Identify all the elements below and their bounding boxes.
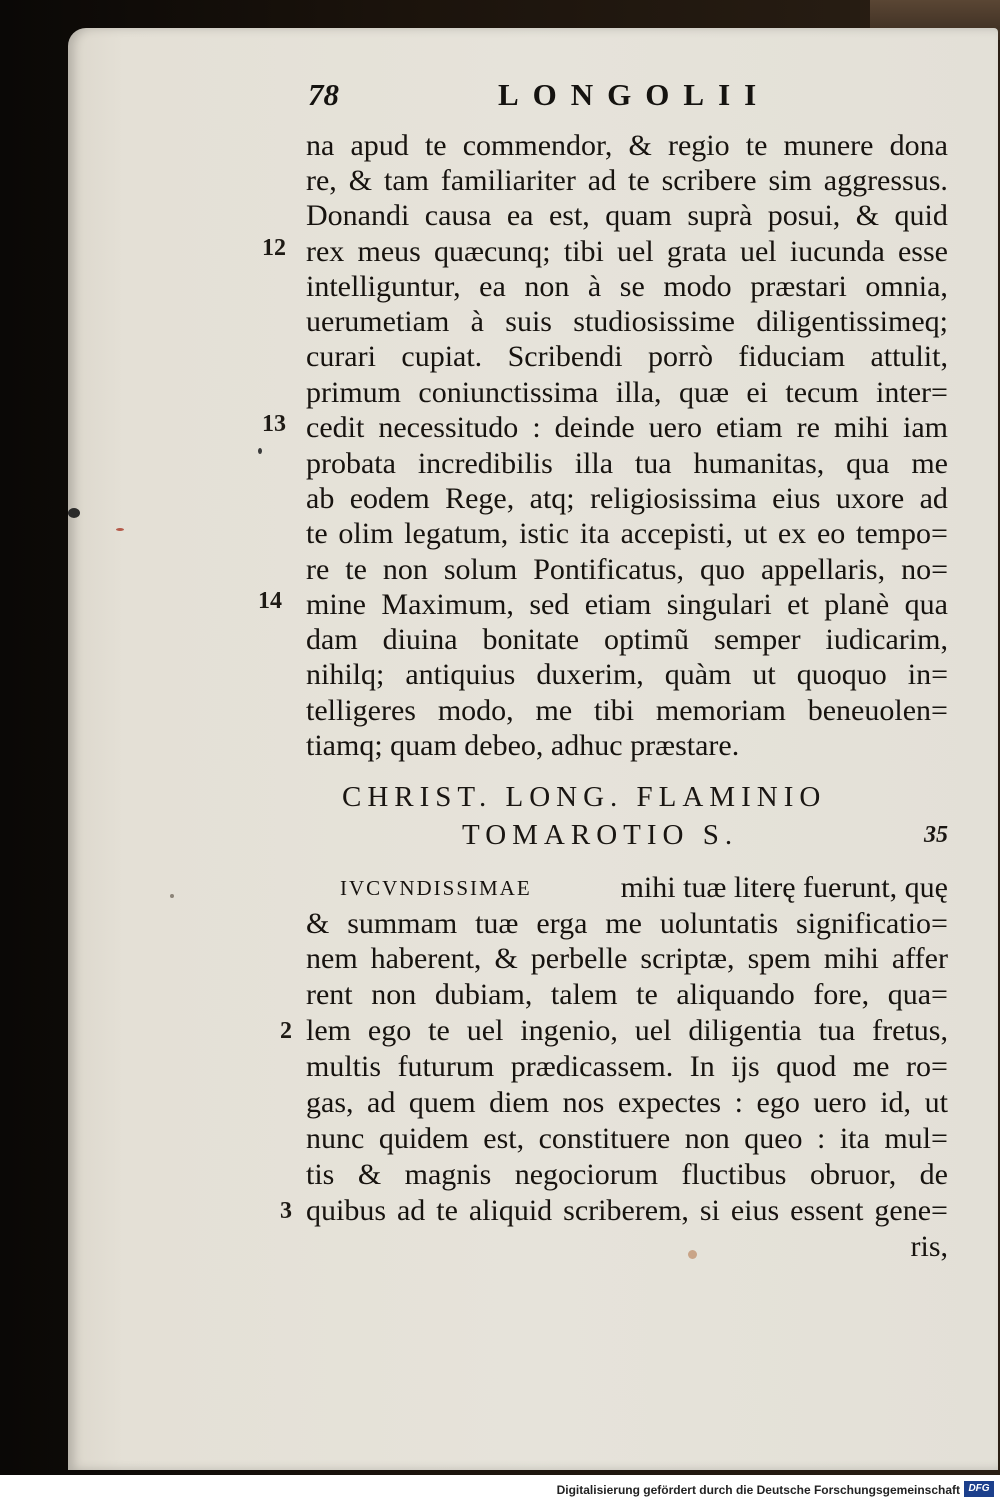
word: nunc [306,1122,365,1155]
word: aliquid [468,1194,553,1227]
margin-number: 2 [280,1018,292,1044]
opening-word: IVCVNDISSIMAE [340,876,532,900]
word: queo [744,1122,803,1155]
word: munere [783,129,874,162]
word: eius [730,1194,780,1227]
word: aliquando [676,978,795,1011]
word: planè [824,588,890,621]
word: attulit, [870,340,948,373]
word: diuina [382,623,458,656]
word: re [306,553,330,586]
word: negociorum [514,1158,659,1191]
word: semper [713,623,801,656]
word: curari [306,340,376,373]
word: uero [813,1086,867,1119]
ink-mark [116,528,124,531]
word: te [424,129,447,162]
word: ingenio, [520,1014,618,1047]
word: inter= [876,376,948,409]
word: causa [424,199,492,232]
letter-heading-line1: CHRIST. LONG. FLAMINIO [342,781,827,813]
letter-number: 35 [924,822,948,848]
word: nem [306,942,358,975]
word: te [636,978,658,1011]
word: & [306,907,330,940]
word: illa, [615,376,662,409]
word: suis [505,305,552,338]
word: incredibilis [417,447,553,480]
word: quæ [678,376,729,409]
word: porrò [648,340,713,373]
word: uerumetiam [306,305,450,338]
word: re, [306,164,337,197]
word: ad [587,164,617,197]
word: : [734,1086,743,1119]
word: tempo= [856,517,948,550]
footer-bar [0,1475,1000,1505]
word: memoriam [655,694,786,727]
header-title: LONGOLII [498,77,771,112]
word: iam [903,411,948,444]
word: meus [357,235,421,268]
word: scribere [661,164,757,197]
word: ijs [731,1050,760,1083]
word: ad [919,482,948,515]
word: scriberem, [563,1194,689,1227]
word: est, [483,1122,525,1155]
word: duxerim, [536,658,644,691]
text-line: tiamq; quam debeo, adhuc præstare. [306,729,740,762]
text-line [306,552,948,588]
word: cupiat. [401,340,483,373]
word: re [796,411,820,444]
word: me [535,694,573,727]
word: multis [306,1050,382,1083]
word: à [470,305,484,338]
text-line [306,587,948,623]
word: nos [562,1086,605,1119]
word: te [345,553,367,586]
word: necessitudo [378,411,519,444]
word: quid [894,199,948,232]
word: à [587,270,602,303]
word: eo [816,517,846,550]
dfg-logo: DFG [964,1481,994,1497]
word: familiariter [440,164,576,197]
word: quoquo [796,658,887,691]
word: telligeres [306,694,416,727]
word: regio [667,129,730,162]
word: tecum [785,376,859,409]
word: ea [506,199,534,232]
word: est, [548,199,590,232]
word: probata [306,447,396,480]
word: rent [306,978,353,1011]
word: ea [479,270,506,303]
word: Rege, [445,482,515,515]
word: gene= [874,1194,948,1227]
word: tua [818,1014,856,1047]
word: In [689,1050,715,1083]
word: aggressus. [823,164,948,197]
word: accepisti, [620,517,734,550]
word: tuæ [475,907,519,940]
word: & [494,942,518,975]
word: esse [897,235,948,268]
margin-number: 14 [258,588,282,614]
word: uel [617,235,654,268]
word: haberent, [370,942,482,975]
word: rex [306,235,345,268]
word: omnia, [865,270,948,303]
word: te [745,129,768,162]
word: mine [306,588,366,621]
word: diligentia [688,1014,802,1047]
word: ego [756,1086,800,1119]
margin-number: 3 [280,1198,292,1224]
word: atq; [529,482,575,515]
word: qua [846,447,890,480]
word: iudicarim, [825,623,948,656]
word: na [306,129,335,162]
word: quo [700,553,745,586]
word: qua= [887,978,948,1011]
text-line [306,410,948,446]
word: & [628,129,652,162]
word: erga [536,907,588,940]
word: gas, [306,1086,354,1119]
text-line [306,1049,948,1085]
word: & [348,164,373,197]
word: ad [367,1086,396,1119]
word: diligentissimeq; [756,305,948,338]
word: bonitate [482,623,580,656]
word: te [628,164,650,197]
word: quem [408,1086,476,1119]
word: affer [891,942,948,975]
word: de [919,1158,948,1191]
text-line [306,906,948,942]
word: id, [880,1086,912,1119]
word: ad [396,1194,426,1227]
word: : [532,411,541,444]
word: te [436,1194,458,1227]
word: talem [550,978,618,1011]
word: diem [489,1086,550,1119]
word: appellaris, [760,553,886,586]
word: iucunda [789,235,885,268]
word: Maximum, [381,588,514,621]
text-line [306,128,948,164]
word: lem [306,1014,351,1047]
word: tis [306,1158,335,1191]
word: legatum, [404,517,509,550]
word: uxore [835,482,905,515]
word: eius [772,482,821,515]
text-line [306,870,948,906]
text-line [306,163,948,199]
word: et [787,588,809,621]
word: magnis [404,1158,492,1191]
word: ro= [905,1050,948,1083]
word: ei [746,376,768,409]
ink-dot [258,448,262,454]
ink-dot [170,894,174,898]
word: mihi [833,411,889,444]
text-line [306,693,948,729]
word: fore, [813,978,870,1011]
word: grata [666,235,727,268]
word: fluctibus [681,1158,787,1191]
word: tua [634,447,672,480]
word: fiduciam [738,340,846,373]
word: Scribendi [507,340,623,373]
footer-credit: Digitalisierung gefördert durch die Deutsche Forschungsgemeinschaft [556,1483,960,1497]
word: uel [739,235,777,268]
ink-blot [68,508,80,518]
word: coniunctissima [418,376,599,409]
word: sim [768,164,812,197]
word: studiosissime [573,305,735,338]
word: te [306,517,328,550]
word: dubiam, [434,978,533,1011]
word: beneuolen= [807,694,948,727]
text-line [306,1193,948,1229]
word: apud [350,129,409,162]
word: prædicassem. [510,1050,674,1083]
text-line [306,481,948,517]
word: optimũ [604,623,690,656]
word: in= [907,658,948,691]
word: religiosissima [590,482,757,515]
word: perbelle [530,942,628,975]
word: ita [579,517,610,550]
word: etiam [584,588,652,621]
word: quod [776,1050,837,1083]
word: intelliguntur, [306,270,461,303]
text-line [306,1157,948,1193]
word: solum [443,553,518,586]
text-line [306,941,948,977]
word: quibus [306,1194,387,1227]
word: uoluntatis [659,907,779,940]
word: ex [777,517,807,550]
word: futurum [397,1050,495,1083]
text-line [306,657,948,693]
word: sed [529,588,570,621]
word: humanitas, [693,447,825,480]
page-number: 78 [308,77,339,112]
word: non [371,978,417,1011]
word: commendor, [462,129,613,162]
word: me [911,447,948,480]
word: spem [747,942,811,975]
word: primum [306,376,401,409]
word: ab [306,482,335,515]
word: fretus, [872,1014,948,1047]
word: tam [384,164,429,197]
word: me [605,907,642,940]
word: uel [466,1014,504,1047]
word: constituere [538,1122,671,1155]
word: te [428,1014,450,1047]
word: & [357,1158,382,1191]
word: ut [924,1086,948,1119]
word: tibi [594,694,635,727]
text-line [306,1085,948,1121]
word: qua [904,588,948,621]
word: modo, [437,694,514,727]
word: suprà [687,199,753,232]
word: quam [605,199,672,232]
word: eodem [349,482,430,515]
word: si [699,1194,720,1227]
word: expectes [617,1086,722,1119]
word: antiquius [405,658,516,691]
text-line [306,234,948,270]
running-head [308,78,798,112]
text-span: mihi tuæ literę fuerunt, quę [620,871,948,904]
word: nihilq; [306,658,385,691]
word: uel [634,1014,672,1047]
text-line [306,446,948,482]
word: summam [347,907,458,940]
word: uero [648,411,702,444]
word: mul= [884,1122,948,1155]
word: significatio= [796,907,948,940]
word: mihi [823,942,879,975]
margin-number: 12 [262,235,286,261]
word: me [852,1050,890,1083]
word: modo [663,270,732,303]
word: ego [367,1014,412,1047]
word: illa [574,447,614,480]
word: singulari [666,588,772,621]
text-line [306,269,948,305]
word: Donandi [306,199,410,232]
text-line [306,375,948,411]
word: cedit [306,411,365,444]
word: ut [743,517,768,550]
word: tibi [563,235,604,268]
word: quæcunq; [433,235,551,268]
catchword: ris, [910,1230,948,1263]
text-line [306,198,948,234]
text-line [306,977,948,1013]
word: ita [839,1122,870,1155]
word: præstari [750,270,847,303]
word: posui, [767,199,841,232]
word: no= [901,553,948,586]
word: dona [889,129,948,162]
word: deinde [554,411,635,444]
word: Pontificatus, [533,553,685,586]
letter-heading-line2: TOMAROTIO S. [462,819,739,851]
word: & [855,199,880,232]
word: ut [752,658,776,691]
text-line [306,339,948,375]
word: essent [790,1194,864,1227]
text-line [306,516,948,552]
word: non [382,553,428,586]
word: quidem [378,1122,469,1155]
word: scriptæ, [640,942,735,975]
word: se [619,270,645,303]
word: istic [519,517,570,550]
text-line [306,1013,948,1049]
word: dam [306,623,358,656]
margin-number: 13 [262,411,286,437]
word: quàm [664,658,732,691]
text-line [306,1121,948,1157]
word: non [684,1122,730,1155]
word: etiam [715,411,783,444]
word: obruor, [809,1158,897,1191]
word: : [817,1122,826,1155]
text-line [306,622,948,658]
word: olim [338,517,394,550]
word: non [524,270,570,303]
text-line [306,304,948,340]
